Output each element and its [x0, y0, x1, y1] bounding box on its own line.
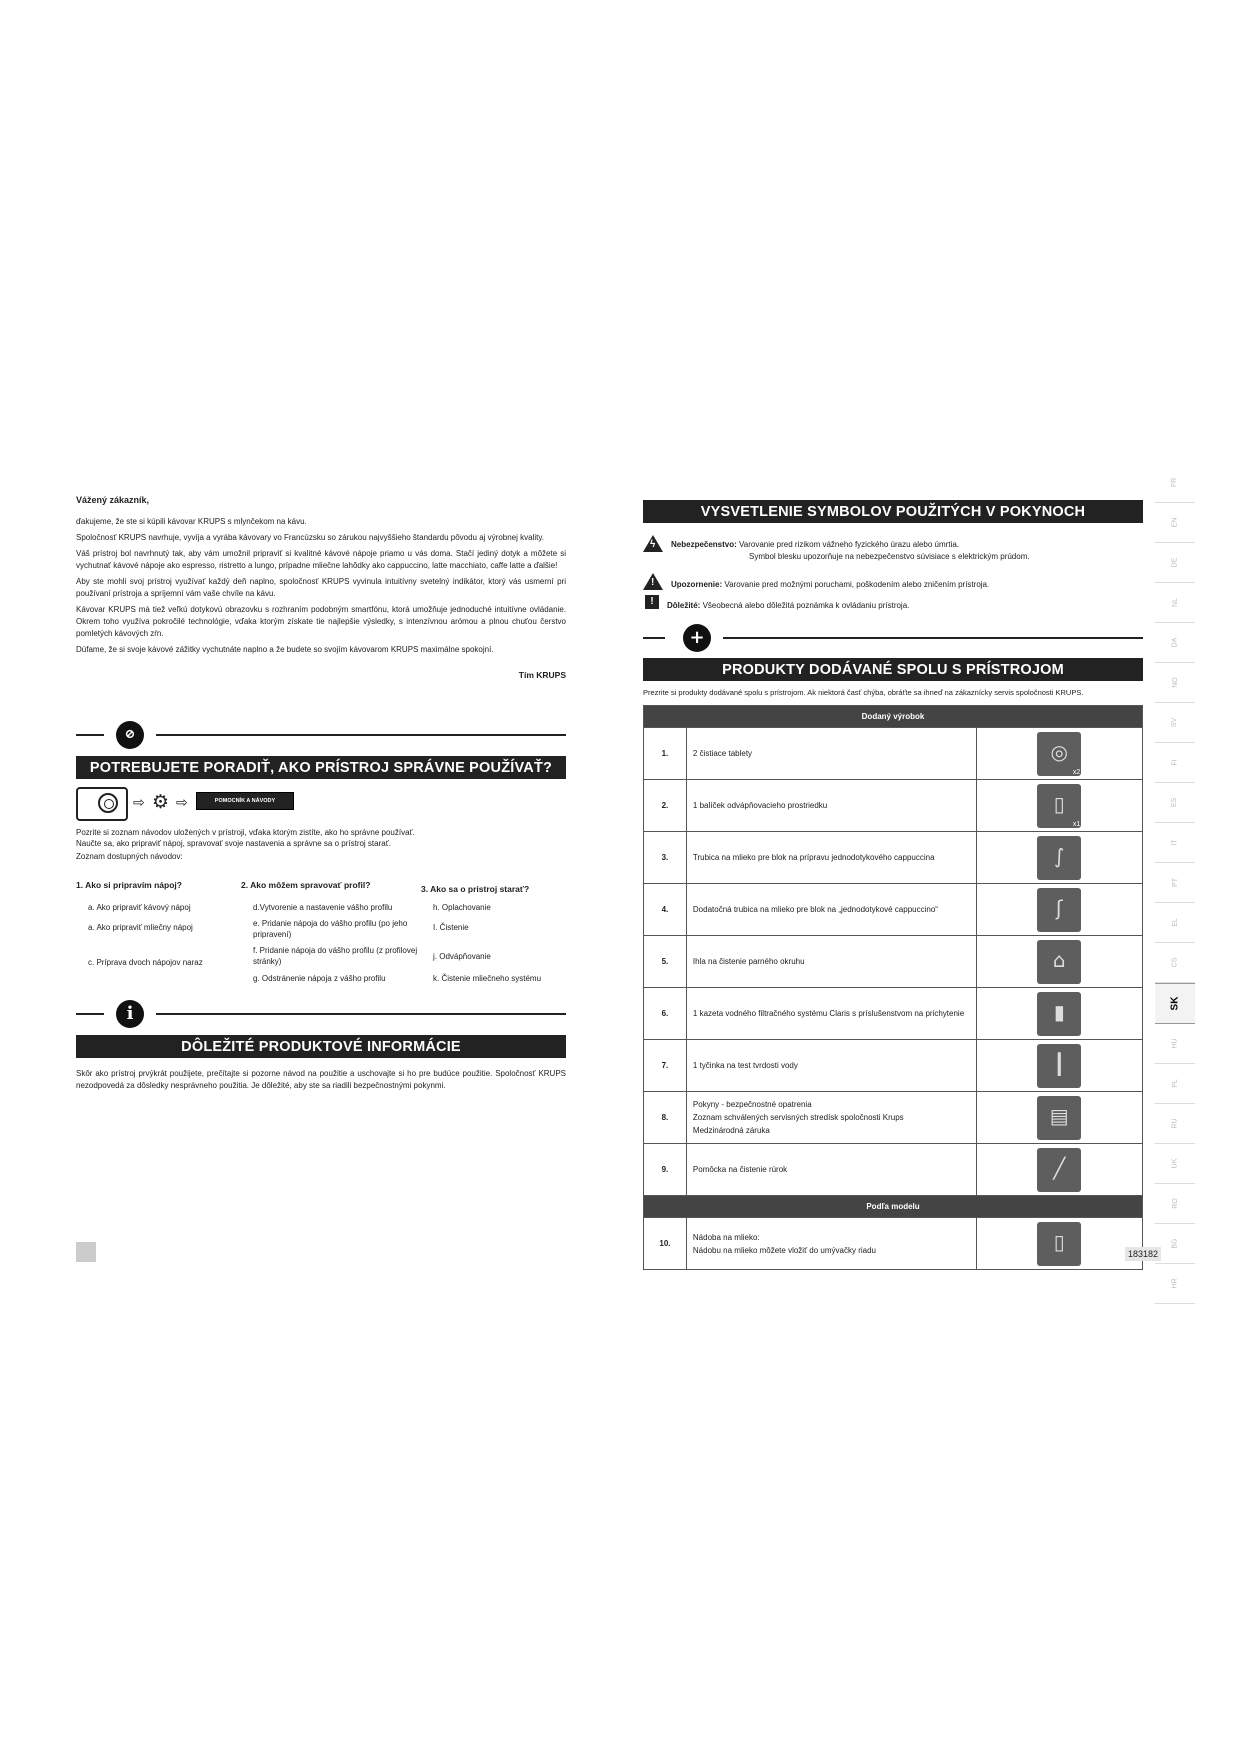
- language-tab-no[interactable]: [1155, 663, 1195, 703]
- warning-label: Upozornenie:: [671, 580, 723, 589]
- product-number: 4.: [644, 884, 687, 936]
- advice-intro: Naučte sa, ako pripraviť nápoj, spravovať svoje nastavenia a správne sa o prístroj starať.: [76, 839, 391, 848]
- product-description-line: Trubica na mlieko pre blok na prípravu jednodotykového cappuccina: [692, 853, 935, 862]
- important-label: Dôležité:: [667, 601, 701, 610]
- danger-lightning-icon: ϟ: [643, 535, 663, 552]
- product-description-line: Pomôcka na čistenie rúrok: [692, 1165, 788, 1174]
- guide-item: g. Odstránenie nápoja z vášho profilu: [253, 974, 386, 983]
- product-image-cell: [976, 936, 1142, 988]
- product-image-cell: [976, 988, 1142, 1040]
- language-tab-label: UK: [1171, 1158, 1179, 1169]
- product-number: 8.: [644, 1092, 687, 1144]
- important-title: DÔLEŽITÉ PRODUKTOVÉ INFORMÁCIE: [76, 1035, 566, 1058]
- product-number: 1.: [644, 728, 687, 780]
- product-thumbnail: [1037, 1148, 1081, 1192]
- language-tab-label: EN: [1171, 517, 1179, 528]
- product-quantity: x2: [1072, 768, 1081, 776]
- guide-item: f. Pridanie nápoja do vášho profilu (z profilovej stránky): [253, 946, 418, 966]
- product-description: [686, 728, 976, 780]
- language-tab-label: PL: [1171, 1079, 1179, 1088]
- product-description: [686, 1092, 976, 1144]
- touch-guide-illustration: [76, 787, 566, 827]
- product-thumbnail: [1037, 1096, 1081, 1140]
- product-icon: ∫: [1054, 843, 1065, 868]
- signature: Tím KRUPS: [518, 670, 566, 680]
- language-tab-label: SK: [1169, 996, 1181, 1011]
- language-tab-fr[interactable]: [1155, 463, 1195, 503]
- product-icon: ◎: [1050, 739, 1068, 764]
- language-tab-label: EL: [1171, 918, 1179, 927]
- products-divider: [643, 623, 1143, 653]
- important-note-icon: !: [645, 595, 659, 609]
- symbols-title: VYSVETLENIE SYMBOLOV POUŽITÝCH V POKYNOCH: [643, 500, 1143, 523]
- language-tab-sv[interactable]: [1155, 703, 1195, 743]
- left-column: [76, 495, 566, 1096]
- product-description: [686, 780, 976, 832]
- product-icon: ╱: [1053, 1155, 1066, 1180]
- right-column: [643, 500, 1143, 1270]
- language-tab-label: HU: [1171, 1038, 1179, 1049]
- touchscreen-icon: [76, 787, 128, 821]
- product-image-cell: [976, 832, 1142, 884]
- product-image-cell: [976, 1218, 1142, 1270]
- product-image-cell: [976, 884, 1142, 936]
- guide-item: e. Pridanie nápoja do vášho profilu (po jeho pripravení): [253, 919, 408, 939]
- product-description: [686, 832, 976, 884]
- language-tab-pt[interactable]: [1155, 863, 1195, 903]
- language-tab-cs[interactable]: [1155, 943, 1195, 983]
- guide-item: a. Ako pripraviť mliečny nápoj: [88, 923, 193, 932]
- product-description-line: Ihla na čistenie parného okruhu: [692, 957, 805, 966]
- products-intro: Prezrite si produkty dodávané spolu s prístrojom. Ak niektorá časť chýba, obráťte sa ihneď na zákaznícky servis spoločnosti KRUPS.: [643, 688, 1084, 697]
- product-number: 7.: [644, 1040, 687, 1092]
- language-tab-hu[interactable]: [1155, 1024, 1195, 1064]
- language-tab-ru[interactable]: [1155, 1104, 1195, 1144]
- letter-paragraph: Aby ste mohli svoj prístroj využívať každý deň naplno, spoločnosť KRUPS vyvinula intuitívny svetelný indikátor, ktorý vás usmerní pri používaní prístroja a spríjemní vám vaše chvíle na kávu.: [76, 577, 566, 598]
- advice-title: POTREBUJETE PORADIŤ, AKO PRÍSTROJ SPRÁVNE POUŽÍVAŤ?: [76, 756, 566, 779]
- product-row: [644, 1092, 1143, 1144]
- important-divider: [76, 999, 566, 1029]
- guide-heading: 2. Ako môžem spravovať profil?: [241, 880, 371, 890]
- product-icon: ⌂: [1052, 947, 1066, 972]
- letter-paragraph: Dúfame, že si svoje kávové zážitky vychutnáte naplno a že budete so svojím kávovarom KRUPS maximálne spokojní.: [76, 645, 494, 654]
- product-row: [644, 832, 1143, 884]
- language-tab-label: HR: [1171, 1278, 1179, 1289]
- product-thumbnail: [1037, 1222, 1081, 1266]
- guide-item: c. Príprava dvoch nápojov naraz: [88, 958, 203, 967]
- advice-intro: Zoznam dostupných návodov:: [76, 852, 183, 861]
- product-description: [686, 1144, 976, 1196]
- language-tab-hr[interactable]: [1155, 1264, 1195, 1304]
- warning-icon: !: [643, 573, 663, 590]
- page-reference: 183182: [1125, 1247, 1161, 1261]
- language-tab-label: NL: [1171, 598, 1179, 607]
- guide-item: k. Čistenie mliečneho systému: [433, 974, 542, 983]
- guide-item: d.Vytvorenie a nastavenie vášho profilu: [253, 903, 393, 912]
- product-description: [686, 1218, 976, 1270]
- language-tab-label: DE: [1171, 557, 1179, 568]
- product-number: 2.: [644, 780, 687, 832]
- guides-list: [76, 880, 566, 989]
- language-tab-label: DA: [1171, 637, 1179, 648]
- gear-icon: ⚙: [152, 792, 170, 813]
- product-description-line: 1 balíček odvápňovacieho prostriedku: [692, 801, 828, 810]
- product-icon: ┃: [1053, 1051, 1066, 1076]
- letter-paragraph: Spoločnosť KRUPS navrhuje, vyvíja a vyrába kávovary vo Francúzsku so zárukou najvyššieho štandardu pôvodu aj výrobnej kvality.: [76, 533, 544, 542]
- language-tab-label: RO: [1171, 1198, 1179, 1209]
- product-number: 10.: [644, 1218, 687, 1270]
- product-description: [686, 936, 976, 988]
- guide-item: a. Ako pripraviť kávový nápoj: [88, 903, 191, 912]
- arrow-right-icon: ⇨: [176, 794, 188, 810]
- product-description-line: Nádoba na mlieko:: [692, 1232, 760, 1242]
- help-guides-button[interactable]: POMOCNÍK A NÁVODY: [196, 792, 294, 810]
- product-number: 5.: [644, 936, 687, 988]
- language-tab-label: PT: [1171, 878, 1179, 887]
- language-tab-de[interactable]: [1155, 543, 1195, 583]
- no-hand-icon: ⊘: [116, 721, 144, 749]
- language-tab-ro[interactable]: [1155, 1184, 1195, 1224]
- product-row: [644, 988, 1143, 1040]
- product-image-cell: [976, 1040, 1142, 1092]
- guide-item: h. Oplachovanie: [433, 903, 491, 912]
- product-image-cell: [976, 1092, 1142, 1144]
- guide-heading: 1. Ako si pripravím nápoj?: [76, 880, 182, 890]
- product-thumbnail: [1037, 836, 1081, 880]
- danger-text-2: Symbol blesku upozorňuje na nebezpečenstvo súvisiace s elektrickým prúdom.: [749, 552, 1030, 561]
- important-row: [643, 595, 1143, 615]
- product-image-cell: [976, 1144, 1142, 1196]
- important-text: Skôr ako prístroj prvýkrát použijete, prečítajte si pozorne návod na použitie a uschovajte si ho pre budúce použitie. Spoločnosť KRUPS nezodpovedá za dôsledky nesprávneho použitia. Je dôležité, aby ste sa riadili bezpečnostnými pokynmi.: [76, 1069, 566, 1090]
- language-tab-label: BG: [1171, 1238, 1179, 1249]
- info-icon: i: [116, 1000, 144, 1028]
- product-icon: ▮: [1053, 999, 1065, 1024]
- product-description-line: 2 čistiace tablety: [692, 749, 753, 758]
- product-row: [644, 1040, 1143, 1092]
- product-row: [644, 780, 1143, 832]
- product-icon: ▯: [1053, 1229, 1065, 1254]
- product-number: 6.: [644, 988, 687, 1040]
- product-image-cell: [976, 728, 1142, 780]
- language-tab-da[interactable]: [1155, 623, 1195, 663]
- language-tab-es[interactable]: [1155, 783, 1195, 823]
- product-thumbnail: [1037, 940, 1081, 984]
- product-description-line: Medzinárodná záruka: [692, 1126, 770, 1135]
- product-icon: ▯: [1053, 791, 1065, 816]
- guide-heading: 3. Ako sa o prístroj starať?: [421, 884, 530, 894]
- language-tab-sk[interactable]: [1155, 983, 1195, 1024]
- language-tab-label: CS: [1171, 957, 1179, 968]
- language-tab-uk[interactable]: [1155, 1144, 1195, 1184]
- product-number: 9.: [644, 1144, 687, 1196]
- product-row: [644, 728, 1143, 780]
- group-header: Podľa modelu: [644, 1196, 1143, 1218]
- product-number: 3.: [644, 832, 687, 884]
- letter-paragraph: Kávovar KRUPS má tiež veľkú dotykovú obrazovku s rozhraním podobným smartfónu, ktorá umožňuje jednoduché intuitívne ovládanie. Okrem toho využíva pokročilé technológie, vďaka ktorým získate tie najlepšie výsledky, s intenzívnou arómou a plnou chuťou čerstvo pomletých kávových zŕn.: [76, 605, 566, 638]
- products-title: PRODUKTY DODÁVANÉ SPOLU S PRÍSTROJOM: [643, 658, 1143, 681]
- product-thumbnail: [1037, 888, 1081, 932]
- product-description-line: Dodatočná trubica na mlieko pre blok na „jednodotykové cappuccino“: [692, 905, 938, 914]
- product-row: [644, 936, 1143, 988]
- product-description: [686, 1040, 976, 1092]
- language-tab-label: FR: [1171, 477, 1179, 488]
- page-marker: [76, 1242, 96, 1262]
- language-tab-el[interactable]: [1155, 903, 1195, 943]
- language-tab-label: RU: [1171, 1118, 1179, 1129]
- danger-label: Nebezpečenstvo:: [671, 540, 737, 549]
- language-tab-nl[interactable]: [1155, 583, 1195, 623]
- finger-tap-icon: [98, 793, 118, 813]
- product-icon: ▤: [1049, 1103, 1069, 1128]
- product-description-line: 1 kazeta vodného filtračného systému Claris s príslušenstvom na prichytenie: [692, 1009, 965, 1018]
- warning-row: [643, 573, 1143, 593]
- language-tab-label: FI: [1171, 759, 1179, 766]
- language-tabs: [1155, 463, 1195, 1304]
- product-thumbnail: [1037, 992, 1081, 1036]
- advice-divider: [76, 720, 566, 750]
- language-tab-label: SV: [1171, 717, 1179, 728]
- language-tab-label: NO: [1171, 677, 1179, 688]
- language-tab-fi[interactable]: [1155, 743, 1195, 783]
- arrow-right-icon: ⇨: [133, 794, 145, 810]
- letter-paragraph: ďakujeme, že ste si kúpili kávovar KRUPS s mlynčekom na kávu.: [76, 517, 307, 526]
- group-header: Dodaný výrobok: [644, 706, 1143, 728]
- product-image-cell: [976, 780, 1142, 832]
- product-description-line: Pokyny - bezpečnostné opatrenia: [692, 1100, 812, 1109]
- guide-item: j. Odvápňovanie: [433, 952, 491, 961]
- important-note-text: Všeobecná alebo dôležitá poznámka k ovládaniu prístroja.: [702, 601, 910, 610]
- danger-row: [643, 535, 1143, 563]
- language-tab-label: ES: [1171, 797, 1179, 808]
- letter-paragraph: Váš prístroj bol navrhnutý tak, aby vám umožnil pripraviť si kvalitné kávové nápoje priamo u vás doma. Stačí jediný dotyk a môžete si vychutnať kávové nápoje ako espresso, ristretto a lungo, prípadne mliečne lahôdky ako cappuccino, latte macchiato, caffe latte a ďalšie!: [76, 549, 566, 570]
- product-description-line: Zoznam schválených servisných stredísk spoločnosti Krups: [692, 1113, 904, 1122]
- product-description: [686, 884, 976, 936]
- language-tab-en[interactable]: [1155, 503, 1195, 543]
- language-tab-it[interactable]: [1155, 823, 1195, 863]
- language-tab-label: IT: [1171, 839, 1179, 846]
- product-row: [644, 1218, 1143, 1270]
- advice-intro: Pozrite si zoznam návodov uložených v prístroji, vďaka ktorým zistíte, ako ho správne používať.: [76, 828, 415, 837]
- danger-text: Varovanie pred rizikom vážneho fyzického úrazu alebo úmrtia.: [739, 540, 959, 549]
- warning-text: Varovanie pred možnými poruchami, poškodením alebo zničením prístroja.: [724, 580, 990, 589]
- product-row: [644, 1144, 1143, 1196]
- plus-icon: +: [683, 624, 711, 652]
- guide-item: I. Čistenie: [433, 923, 469, 932]
- products-table: [643, 705, 1143, 1270]
- product-description-line: 1 tyčinka na test tvrdosti vody: [692, 1061, 798, 1070]
- product-thumbnail: [1037, 1044, 1081, 1088]
- greeting: Vážený zákazník,: [76, 495, 150, 505]
- product-row: [644, 884, 1143, 936]
- product-description-line: Nádobu na mlieko môžete vložiť do umývačky riadu: [692, 1245, 876, 1255]
- product-description: [686, 988, 976, 1040]
- product-icon: ʃ: [1055, 895, 1063, 920]
- product-thumbnail: [1037, 732, 1081, 776]
- language-tab-pl[interactable]: [1155, 1064, 1195, 1104]
- product-quantity: x1: [1072, 820, 1081, 828]
- product-thumbnail: [1037, 784, 1081, 828]
